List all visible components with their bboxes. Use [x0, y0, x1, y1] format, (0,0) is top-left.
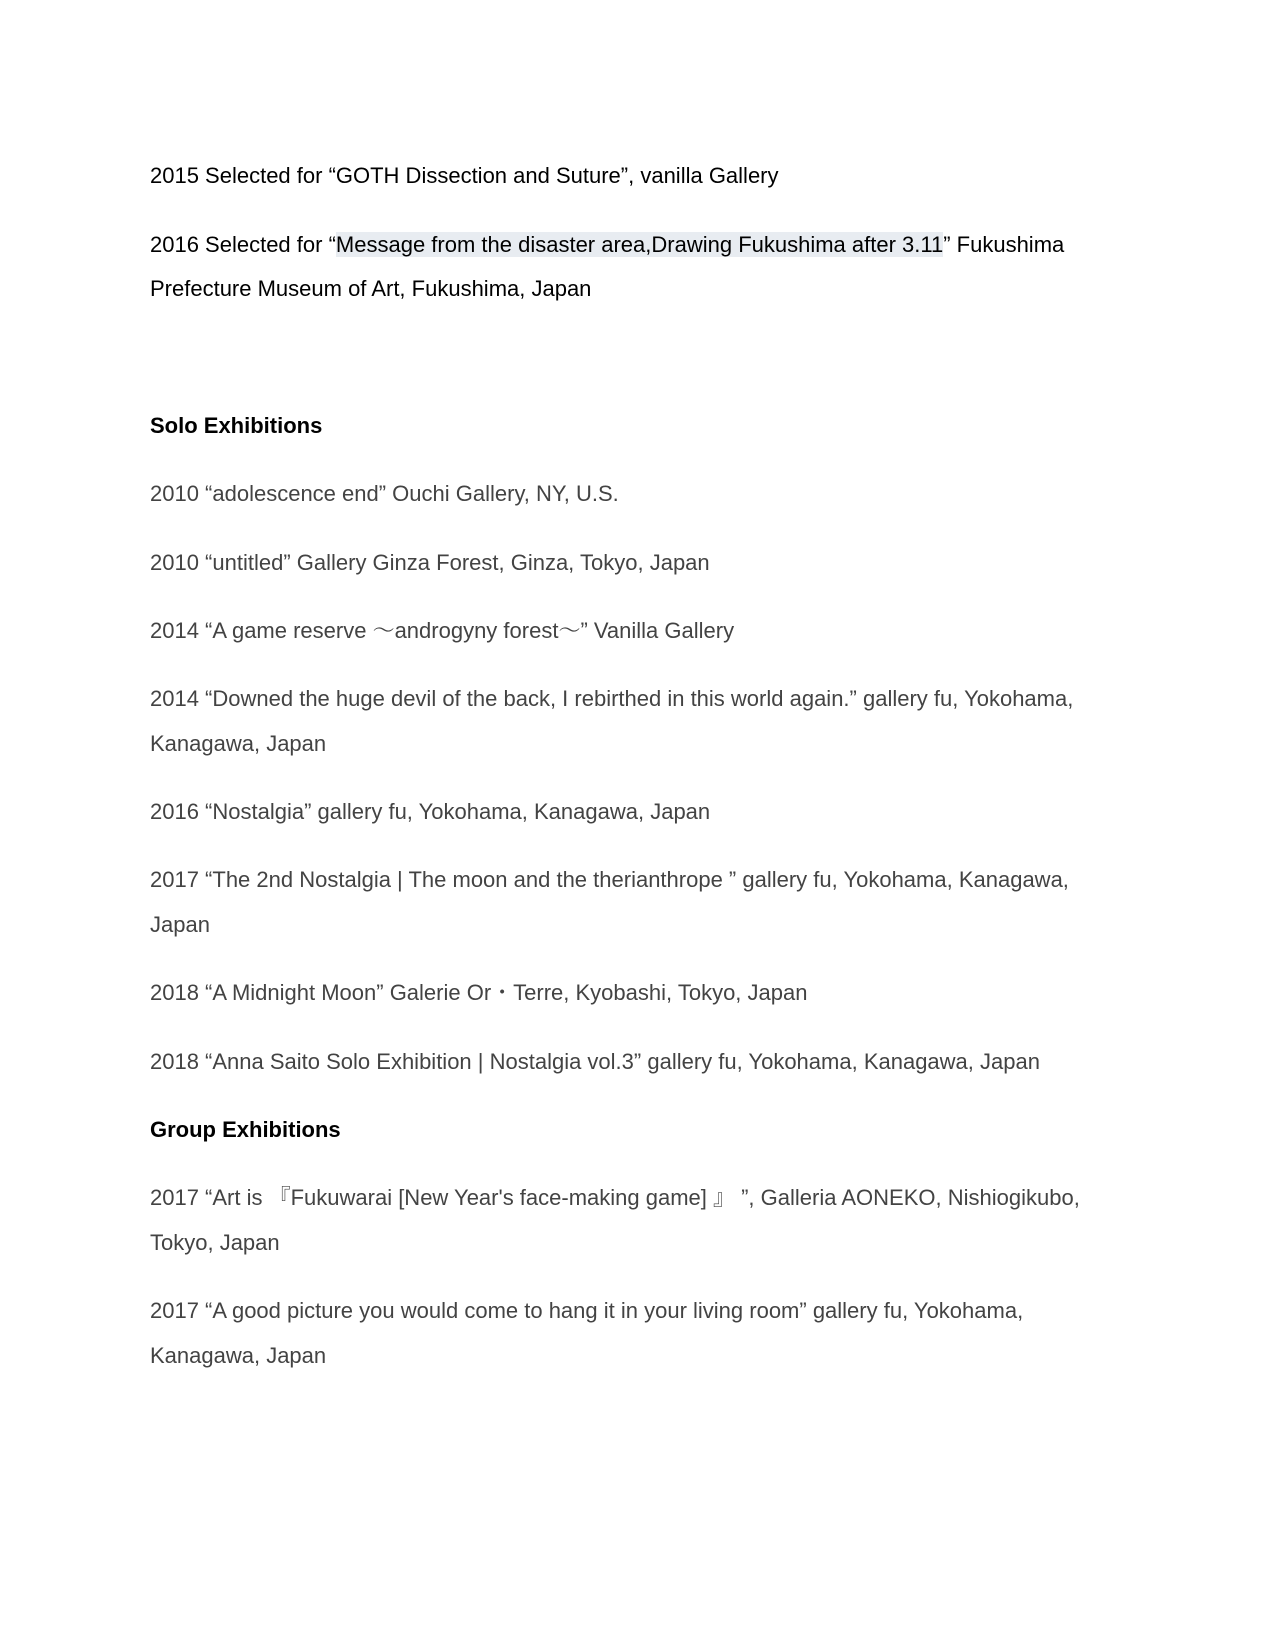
solo-entry: 2014 “Downed the huge devil of the back, I rebirthed in this world again.” gallery fu, Yokohama, [150, 686, 1074, 711]
solo-entry: 2010 “untitled” Gallery Ginza Forest, Ginza, Tokyo, Japan [150, 550, 710, 575]
intro-line-2-prefix: 2016 Selected for “ [150, 232, 336, 257]
solo-entry: 2018 “Anna Saito Solo Exhibition | Nostalgia vol.3” gallery fu, Yokohama, Kanagawa, Japan [150, 1049, 1040, 1074]
intro-line-3: Prefecture Museum of Art, Fukushima, Japan [150, 276, 592, 301]
solo-exhibitions-heading: Solo Exhibitions [150, 413, 323, 438]
solo-entry: 2018 “A Midnight Moon” Galerie Or・Terre, Kyobashi, Tokyo, Japan [150, 980, 808, 1005]
highlighted-exhibition-title: Message from the disaster area,Drawing Fukushima after 3.11 [335, 232, 944, 257]
group-entry-continuation: Tokyo, Japan [150, 1230, 280, 1255]
intro-line-2 [150, 232, 1064, 258]
group-entry-continuation: Kanagawa, Japan [150, 1343, 327, 1368]
intro-line-1: 2015 Selected for “GOTH Dissection and Suture”, vanilla Gallery [150, 163, 779, 188]
solo-entry: 2014 “A game reserve ～androgyny forest～” Vanilla Gallery [150, 618, 735, 643]
solo-entry: 2017 “The 2nd Nostalgia | The moon and the therianthrope ” gallery fu, Yokohama, Kanagawa, [150, 867, 1069, 892]
group-entry: 2017 “Art is 『Fukuwarai [New Year's face-making game] 』 ”, Galleria AONEKO, Nishiogikubo, [150, 1185, 1080, 1210]
group-entry: 2017 “A good picture you would come to hang it in your living room” gallery fu, Yokohama, [150, 1298, 1024, 1323]
intro-line-2-suffix: ” Fukushima [943, 232, 1065, 257]
solo-entry-continuation: Japan [150, 912, 210, 937]
solo-entry-continuation: Kanagawa, Japan [150, 731, 327, 756]
group-exhibitions-heading: Group Exhibitions [150, 1117, 341, 1142]
solo-entry: 2016 “Nostalgia” gallery fu, Yokohama, Kanagawa, Japan [150, 799, 711, 824]
solo-entry: 2010 “adolescence end” Ouchi Gallery, NY, U.S. [150, 481, 619, 506]
